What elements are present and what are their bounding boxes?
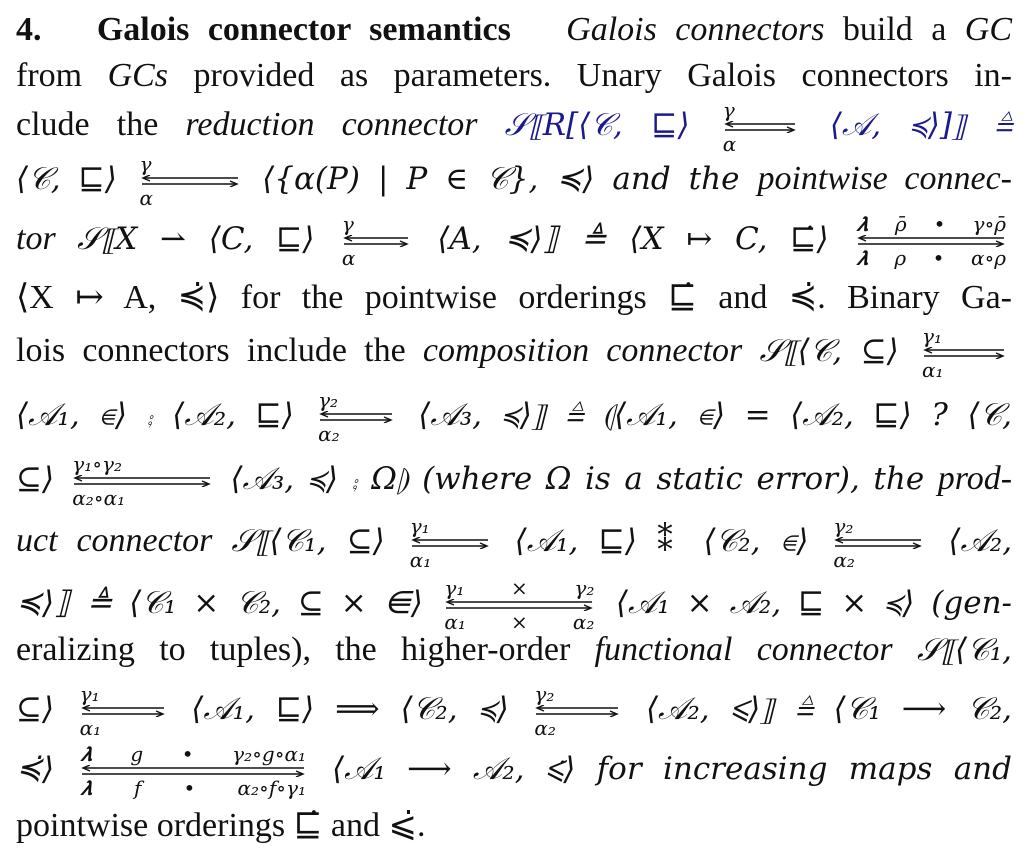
galois-arrow: γ₂ α₂ xyxy=(318,390,394,444)
paragraph-line xyxy=(16,516,1012,570)
math: ⟨𝒜₃, ≼⟩⟧ ≜ ⦇⟨𝒜₁, ⋹⟩ = ⟨𝒜₂, ⊑⟩ ? ⟨𝒞, xyxy=(418,396,1013,433)
galois-arrow: γ₂ α₂ xyxy=(534,684,620,738)
math: 𝒮⟦⟨𝒞₁, ⊆⟩ xyxy=(231,522,385,559)
math: ⟨𝒜₂, xyxy=(948,522,1013,559)
math: ⊆⟩ xyxy=(16,460,55,497)
math: ⟨𝒞, ⊑⟩ xyxy=(16,160,117,197)
galois-arrow: γ₁ α₁ xyxy=(410,516,490,570)
paragraph-line xyxy=(16,390,1012,444)
paragraph-line: clude the reduction connector 𝒮⟦R[⟨𝒞, ⊑⟩ γ α ⟨𝒜, ≼⟩]⟧ ≜ xyxy=(16,98,1012,156)
term: uct connector xyxy=(16,521,213,559)
math: ⟨𝒜₂, ⩽⟩⟧ ≜ ⟨𝒞₁ ⟶ 𝒞₂, xyxy=(645,690,1012,727)
math: ⟨𝒜, ≼⟩]⟧ ≜ xyxy=(829,106,1012,143)
paragraph-line: eralizing to tuples), the higher-order functional connector 𝒮⟦⟨𝒞₁, xyxy=(16,631,1013,668)
galois-arrow: γ₂ α₂ xyxy=(833,516,923,570)
math: ⟨𝒜₃, ≼⟩ ⨾ Ω⦈ (where Ω is a static error), the xyxy=(230,460,938,497)
math: ⟨𝒜₁, ⊑⟩ ⟹ ⟨𝒞₂, ≼⟩ xyxy=(191,690,509,727)
math: 𝒮⟦X ⇀ ⟨C, ⊑⟩ xyxy=(77,220,315,257)
math: ⟨𝒜₁, ⋹⟩ ⨾ ⟨𝒜₂, ⊑⟩ xyxy=(16,396,294,433)
paragraph-line xyxy=(16,684,1012,738)
paragraph-line: from GCs provided as parameters. Unary Galois connectors in- xyxy=(16,57,1012,94)
galois-arrow: γ α xyxy=(723,100,797,154)
section-title: Galois connector semantics xyxy=(96,11,511,48)
galois-arrow: γ α xyxy=(140,154,240,208)
math: ⊆⟩ xyxy=(16,690,55,727)
galois-arrow: γ₁ α₁ xyxy=(80,684,166,738)
paragraph-line xyxy=(16,578,1012,632)
galois-arrow: 𝝀 ρ̄ • γ∘ρ̄ 𝝀 ρ • α∘ρ xyxy=(856,212,1007,270)
paragraph-line xyxy=(16,744,1012,798)
math: ≼̇⟩ xyxy=(16,750,55,787)
term: tor xyxy=(16,219,56,257)
paragraph-line: lois connectors include the composition connector 𝒮⟦⟨𝒞, ⊆⟩ γ₁ α₁ xyxy=(16,326,1012,380)
math: 𝒮⟦R[⟨𝒞, ⊑⟩ xyxy=(504,106,690,143)
galois-arrow: γ₁∘γ₂ α₂∘α₁ xyxy=(72,454,212,508)
galois-arrow: 𝝀 g • γ₂∘g∘α₁ 𝝀 f • α₂∘f∘γ₁ xyxy=(80,742,307,800)
term: functional connector xyxy=(594,631,893,668)
paragraph-line xyxy=(16,154,1012,208)
math: ⟨A, ≼⟩⟧ ≜ ⟨X ↦ C, ⊑̇⟩ xyxy=(437,220,829,257)
term: pointwise connec- xyxy=(757,159,1013,197)
math: 𝒮⟦⟨𝒞₁, xyxy=(916,632,1013,668)
term: composition connector xyxy=(422,331,743,369)
term: reduction connector xyxy=(185,105,478,143)
term: prod- xyxy=(937,459,1013,497)
math: ⟨𝒜₁ × 𝒜₂, ⊑ × ≼⟩ (gen- xyxy=(615,584,1013,621)
math: ⟨𝒜₁, ⊑⟩ ⁑ ⟨𝒞₂, ⋹⟩ xyxy=(514,522,809,559)
section-number: 4. xyxy=(16,11,42,48)
math: 𝒮⟦⟨𝒞, ⊆⟩ xyxy=(759,332,899,369)
paragraph-line xyxy=(16,214,1012,268)
math: ⟨{α(P) | P ∈ 𝒞}, ≼⟩ and the xyxy=(262,160,758,197)
galois-arrow: γ α xyxy=(342,214,410,268)
math: ≼⟩⟧ ≜ ⟨𝒞₁ × 𝒞₂, ⊆ × ⋹⟩ xyxy=(16,584,423,621)
paragraph-line: pointwise orderings ⊑̇ and ⩽̇. xyxy=(16,807,426,844)
paragraph-line xyxy=(16,454,1012,508)
paragraph-line: ⟨X ↦ A, ≼̇⟩ for the pointwise orderings ⊑̇ and ≼̇. Binary Ga- xyxy=(16,279,1012,316)
term: Galois connectors xyxy=(566,11,825,48)
math: ⟨𝒜₁ ⟶ 𝒜₂, ⩽̇⟩ for increasing maps and xyxy=(331,750,1012,787)
galois-arrow: γ₁ α₁ xyxy=(922,326,1006,380)
galois-arrow: γ₁ × γ₂ α₁ × α₂ xyxy=(444,576,595,634)
paragraph-line: 4. Galois connector semantics Galois connectors build a GC xyxy=(16,11,1013,48)
